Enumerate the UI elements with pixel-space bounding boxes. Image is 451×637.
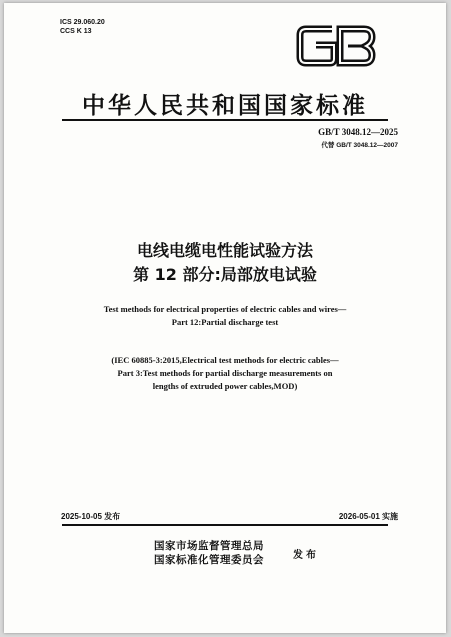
implement-date: 2026-05-01 实施 — [338, 512, 398, 521]
iec-reference-line1: (IEC 60885-3:2015,Electrical test methods for electric cables— — [111, 355, 339, 365]
replaces-note: 代替 GB/T 3048.12—2007 — [321, 142, 398, 149]
ccs-code: CCS K 13 — [60, 28, 92, 35]
bottom-divider — [62, 524, 388, 526]
title-english-line1: Test methods for electrical properties of electric cables and wires— — [103, 304, 347, 314]
standard-number: GB/T 3048.12—2025 — [318, 127, 398, 137]
iec-reference-line3: lengths of extruded power cables,MOD) — [152, 381, 298, 391]
title-chinese-line1: 电线电缆电性能试验方法 — [136, 241, 313, 260]
title-english-line2: Part 12:Partial discharge test — [171, 317, 279, 327]
issuing-authorities — [154, 539, 264, 567]
title-chinese-line2: 第 12 部分:局部放电试验 — [133, 265, 317, 284]
issuer-line2: 国家标准化管理委员会 — [154, 554, 264, 566]
iec-reference-line2: Part 3:Test methods for partial discharge measurements on — [117, 368, 333, 378]
national-standard-heading: 中华人民共和国国家标准 — [82, 92, 368, 119]
publish-date: 2025-10-05 发布 — [61, 512, 121, 521]
issuer-line1: 国家市场监督管理总局 — [154, 540, 264, 552]
classification-codes — [60, 18, 105, 36]
title-english — [44, 303, 406, 329]
ics-code: ICS 29.060.20 — [60, 19, 105, 26]
standard-cover-page — [4, 3, 446, 633]
issue-label: 发布 — [293, 550, 319, 561]
top-divider — [62, 119, 388, 121]
iec-reference — [44, 354, 406, 393]
gb-logo — [296, 23, 376, 69]
